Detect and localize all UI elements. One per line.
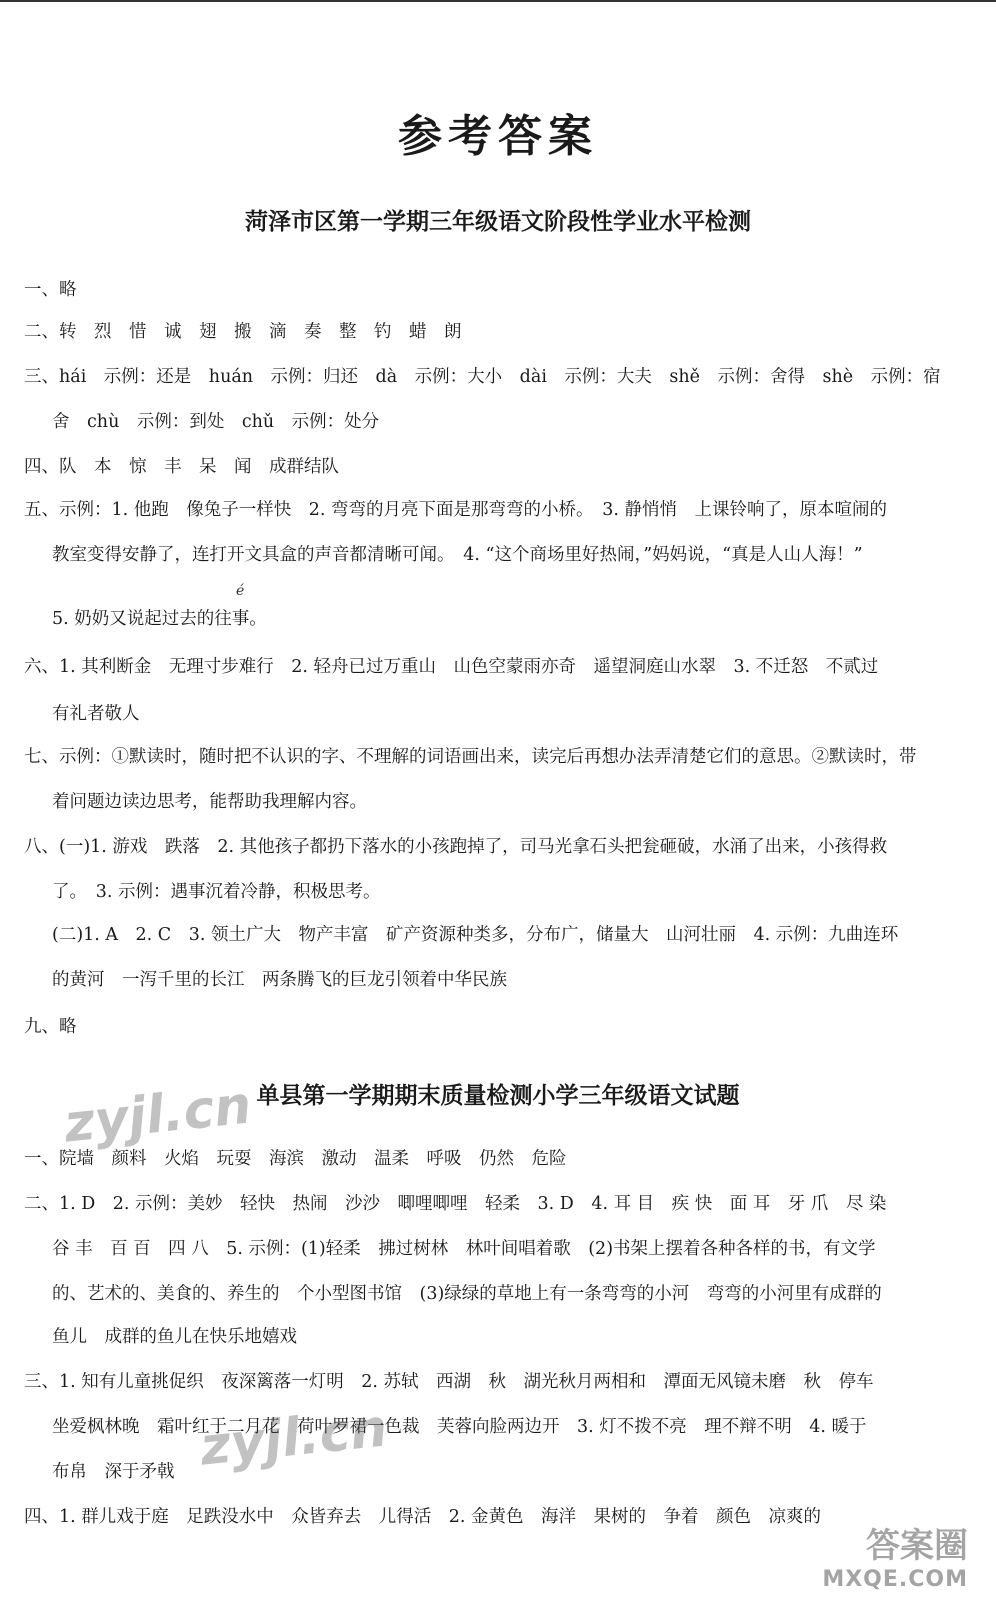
answer-line: 三、1. 知有儿童挑促织 夜深篱落一灯明 2. 苏轼 西湖 秋 湖光秋月两相和 潭面无风镜未磨 秋 停车 — [24, 1372, 874, 1392]
answer-line: 九、略 — [24, 1017, 77, 1037]
answer-line: 了。 3. 示例：遇事沉着冷静，积极思考。 — [52, 882, 381, 902]
answer-line: 三、hái 示例：还是 huán 示例：归还 dà 示例：大小 dài 示例：大夫 shě 示例：舍得 shè 示例：宿 — [24, 367, 941, 387]
logo-text: 答案圈 — [866, 1526, 968, 1566]
answer-line: 有礼者敬人 — [52, 704, 140, 724]
answer-line: 的、艺术的、美食的、养生的 个小型图书馆 (3)绿绿的草地上有一条弯弯的小河 弯弯的小河里有成群的 — [52, 1284, 882, 1304]
page-title: 参考答案 — [398, 111, 598, 162]
answer-line: 教室变得安静了，连打开文具盒的声音都清晰可闻。 4. “这个商场里好热闹，”妈妈说，“真是人山人海！” — [52, 545, 863, 565]
watermark: zyjl.cn — [197, 1398, 391, 1478]
answer-line: 四、队 本 惊 丰 呆 闻 成群结队 — [24, 457, 339, 477]
logo-url: MXQE.COM — [822, 1567, 968, 1592]
answer-line: 坐爱枫林晚 霜叶红于二月花 荷叶罗裙一色裁 芙蓉向脸两边开 3. 灯不拨不亮 理不辩不明 4. 暖于 — [52, 1417, 867, 1437]
answer-line: 八、(一)1. 游戏 跌落 2. 其他孩子都扔下落水的小孩跑掉了，司马光拿石头把瓮砸破，水涌了出来，小孩得救 — [24, 837, 888, 857]
answer-line: 五、示例：1. 他跑 像兔子一样快 2. 弯弯的月亮下面是那弯弯的小桥。 3. 静悄悄 上课铃响了，原本喧闹的 — [24, 500, 888, 520]
answer-line: (二)1. A 2. C 3. 领土广大 物产丰富 矿产资源种类多，分布广，储量大 山河壮丽 4. 示例：九曲连环 — [52, 925, 899, 945]
answer-line: 一、略 — [24, 280, 77, 300]
answer-line: 布帛 深于矛戟 — [52, 1462, 175, 1482]
answer-line: 舍 chù 示例：到处 chǔ 示例：处分 — [52, 412, 380, 432]
answer-line: 鱼儿 成群的鱼儿在快乐地嬉戏 — [52, 1327, 297, 1347]
site-logo — [822, 1518, 968, 1592]
answer-line: 着问题边读边思考，能帮助我理解内容。 — [52, 792, 367, 812]
answer-line: 二、转 烈 惜 诚 翅 搬 滴 奏 整 钓 蜡 朗 — [24, 322, 462, 342]
answer-line: 谷 丰 百 百 四 八 5. 示例：(1)轻柔 拂过树林 林叶间唱着歌 (2)书架上摆着各种各样的书，有文学 — [52, 1239, 876, 1259]
section-heading-2: 单县第一学期期末质量检测小学三年级语文试题 — [256, 1083, 740, 1109]
answer-line: 的黄河 一泻千里的长江 两条腾飞的巨龙引领着中华民族 — [52, 970, 507, 990]
answer-line: 六、1. 其利断金 无理寸步难行 2. 轻舟已过万重山 山色空蒙雨亦奇 遥望洞庭山水翠 3. 不迁怒 不贰过 — [24, 657, 879, 677]
watermark: zyjl.cn — [61, 1075, 255, 1155]
answer-line: 5. 奶奶又说起过去的往事。 — [52, 609, 267, 629]
answer-line: 四、1. 群儿戏于庭 足跌没水中 众皆弃去 儿得活 2. 金黄色 海洋 果树的 争着 颜色 凉爽的 — [24, 1507, 822, 1527]
answer-line: 七、示例：①默读时，随时把不认识的字、不理解的词语画出来，读完后再想办法弄清楚它们的意思。②默读时，带 — [24, 747, 917, 767]
answer-line: 二、1. D 2. 示例：美妙 轻快 热闹 沙沙 唧哩唧哩 轻柔 3. D 4. 耳 目 疾 快 面 耳 牙 爪 尽 染 — [24, 1194, 887, 1214]
top-rule — [0, 0, 996, 2]
handwritten-correction: é — [236, 583, 245, 599]
section-heading-1: 菏泽市区第一学期三年级语文阶段性学业水平检测 — [245, 209, 751, 235]
answer-line: 一、院墙 颜料 火焰 玩耍 海滨 激动 温柔 呼吸 仍然 危险 — [24, 1149, 567, 1169]
